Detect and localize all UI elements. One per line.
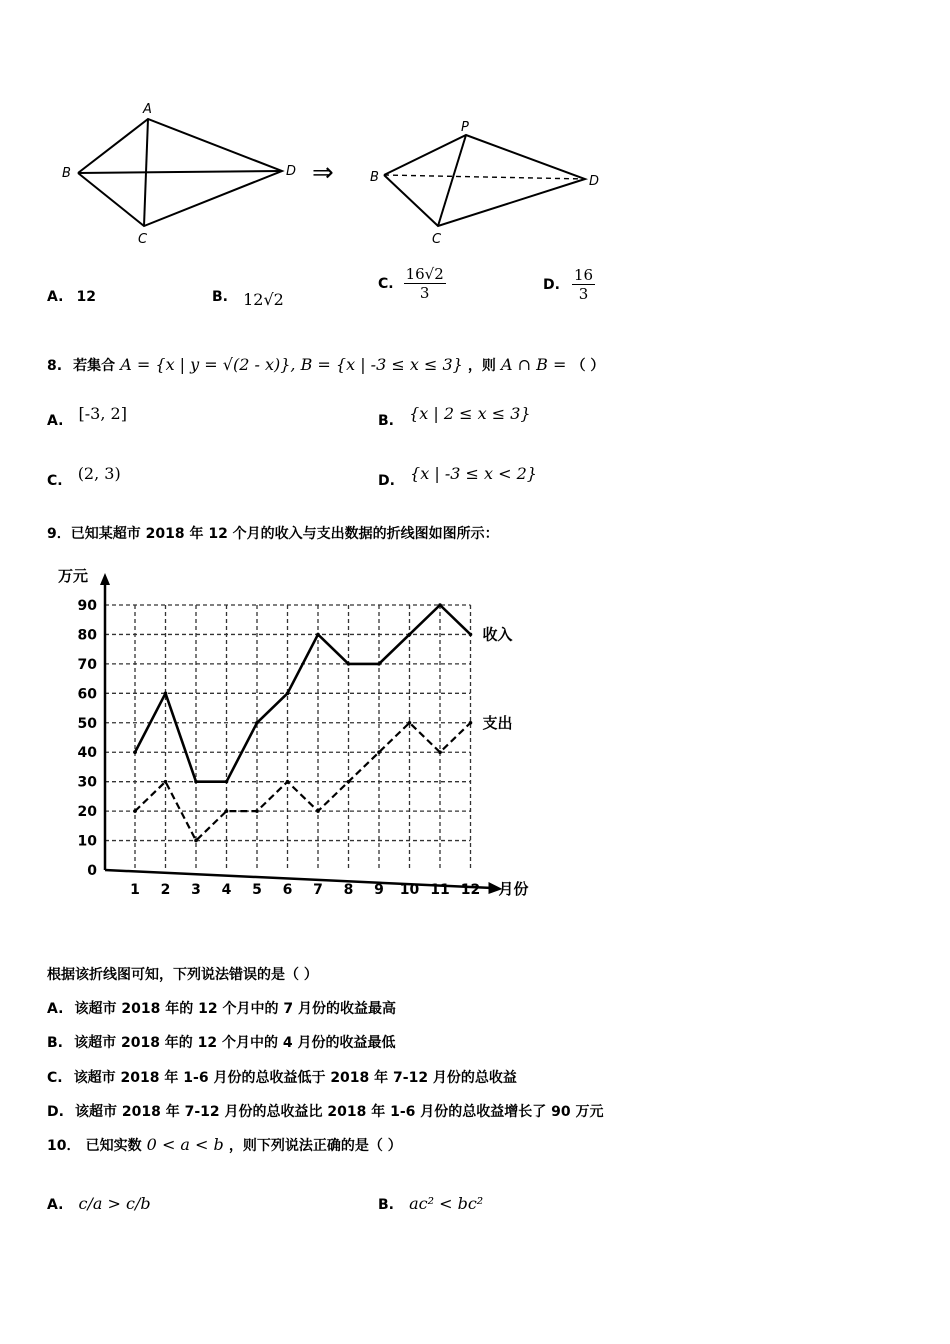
y-tick-label: 40 [77,745,97,762]
option-text: ac² < bc² [409,1194,484,1213]
x-tick-label: 9 [374,882,384,898]
option-text: 12√2 [243,290,284,309]
question-suffix: ，则下列说法正确的是（ ） [228,1138,402,1154]
x-tick-label: 7 [313,882,323,898]
option-letter: D. [47,1104,64,1120]
q8-option-b[interactable] [378,404,531,429]
option-letter: B. [212,289,228,305]
option-text: 12 [76,289,96,305]
y-tick-label: 0 [87,863,97,879]
q10-option-b[interactable] [378,1194,483,1213]
data-point [347,780,351,784]
planar-quadrilateral [78,119,282,226]
q9-prompt: 根据该折线图可知，下列说法错误的是（ ） [47,967,318,983]
option-letter: B. [378,1197,394,1213]
x-tick-label: 12 [460,882,481,898]
option-text: 该超市 2018 年的 12 个月中的 4 月份的收益最低 [74,1035,396,1051]
q7-option-b[interactable] [212,286,284,309]
folded-tetrahedron [384,135,585,226]
chart-grid [105,605,471,870]
x-tick-label: 11 [430,882,450,898]
fraction-numerator: 16 [573,266,594,284]
question-suffix: ，则 [467,358,496,374]
question-prefix: 已知实数 [85,1138,142,1154]
answer-paren: （ ） [571,358,605,374]
q9-option-c[interactable] [47,1067,517,1087]
data-point [316,633,320,637]
data-point [164,780,168,784]
q9-option-a[interactable] [47,998,396,1018]
question-prefix: 若集合 [73,358,116,374]
option-letter: C. [47,473,63,489]
option-text: 该超市 2018 年 7-12 月份的总收益比 2018 年 1-6 月份的总收益增长了 90 万元 [75,1104,604,1120]
data-point [469,721,473,725]
fraction-denominator: 3 [419,284,430,302]
option-letter: D. [378,473,395,489]
label-d-left: D [286,164,297,179]
data-point [225,809,229,813]
fold-arrow: ⇒ [312,158,334,188]
option-letter: D. [543,276,560,293]
q7-option-d[interactable] [543,266,595,303]
chart-labels [58,567,529,898]
label-c-left: C [138,232,148,247]
label-b-right: B [370,170,379,185]
intersection-expr: A ∩ B = [501,355,567,374]
option-letter: A. [47,413,64,429]
data-point [286,692,290,696]
option-letter: B. [47,1035,63,1051]
label-d-right: D [589,174,600,189]
fraction-numerator: 16√2 [405,265,444,283]
series-label: 支出 [482,713,513,732]
option-text: c/a > c/b [78,1194,151,1213]
q10-option-a[interactable] [47,1194,151,1213]
option-text: 该超市 2018 年的 12 个月中的 7 月份的收益最高 [74,1001,396,1017]
question-number: 8. [47,358,63,374]
line-chart [50,560,540,920]
data-point [408,633,412,637]
data-point [255,809,259,813]
fraction-denominator: 3 [578,285,589,303]
y-tick-label: 10 [77,833,97,850]
data-point [316,809,320,813]
y-tick-label: 90 [77,598,97,614]
q9-option-d[interactable] [47,1101,604,1121]
data-point [133,809,137,813]
y-tick-label: 50 [77,715,97,732]
label-p: P [461,120,469,135]
option-text: [-3, 2] [78,404,127,423]
series-label: 收入 [482,625,513,644]
option-text: {x | 2 ≤ x ≤ 3} [409,404,531,423]
data-point [408,721,412,725]
y-axis-arrow [100,573,110,585]
y-tick-label: 60 [77,686,97,703]
data-point [377,662,381,666]
set-definition: A = {x | y = √(2 - x)}, B = {x | -3 ≤ x ≤ 3} [120,355,463,374]
chart-axes [100,573,503,894]
option-letter: A. [47,1001,64,1017]
y-tick-label: 30 [77,774,97,791]
data-point [377,750,381,754]
option-letter: A. [47,289,64,305]
q9-stem: 9．已知某超市 2018 年 12 个月的收入与支出数据的折线图如图所示： [47,526,499,542]
data-point [194,839,198,843]
q7-option-a[interactable] [47,286,96,305]
q8-option-c[interactable] [47,464,121,489]
x-tick-label: 2 [160,882,171,898]
x-tick-label: 6 [282,882,293,898]
q8-option-d[interactable] [378,464,537,489]
data-point [438,750,442,754]
q7-option-c[interactable] [378,265,446,302]
condition-expr: 0 < a < b [146,1135,224,1154]
option-text: (2, 3) [77,464,121,483]
option-text: {x | -3 ≤ x < 2} [410,464,537,483]
label-b-left: B [62,166,71,181]
label-c-right: C [432,232,442,247]
option-letter: C. [378,275,394,292]
q9-option-b[interactable] [47,1032,396,1052]
y-tick-label: 20 [77,804,97,821]
x-tick-label: 4 [221,882,232,898]
x-tick-label: 1 [130,882,140,898]
data-point [164,692,168,696]
q8-option-a[interactable] [47,404,127,429]
data-point [133,750,137,754]
geometry-figure [40,95,620,255]
q10-stem [47,1135,402,1155]
question-number: 10． [47,1138,81,1154]
y-axis-label: 万元 [58,567,89,585]
option-letter: C. [47,1070,63,1086]
option-letter: A. [47,1197,64,1213]
data-point [286,780,290,784]
option-letter: B. [378,413,394,429]
label-a: A [143,102,152,117]
q8-stem [47,355,604,375]
x-tick-label: 5 [252,882,262,898]
option-text: 该超市 2018 年 1-6 月份的总收益低于 2018 年 7-12 月份的总收益 [73,1070,517,1086]
x-tick-label: 8 [343,882,354,898]
data-point [194,780,198,784]
y-tick-label: 80 [77,627,97,644]
data-point [255,721,259,725]
data-point [347,662,351,666]
y-tick-label: 70 [77,656,97,673]
x-axis-label: 月份 [498,880,529,898]
data-point [438,603,442,607]
data-point [225,780,229,784]
x-tick-label: 10 [399,882,420,898]
data-point [469,633,473,637]
x-tick-label: 3 [191,882,201,898]
